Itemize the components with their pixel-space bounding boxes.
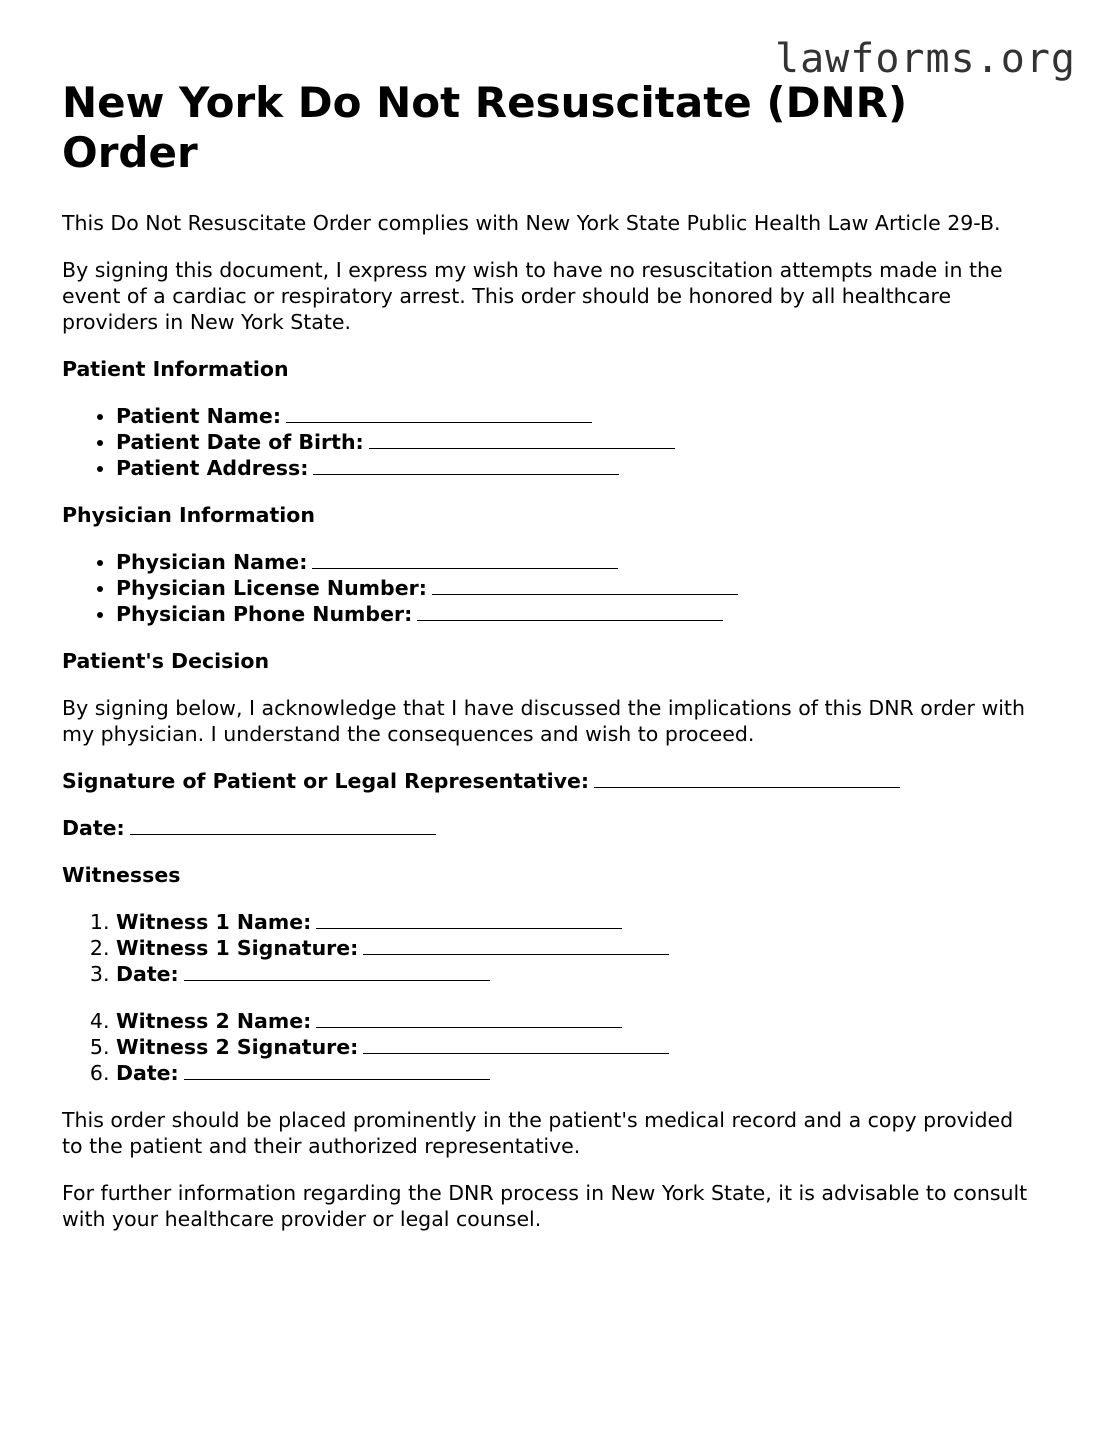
physician-license-blank[interactable] (432, 575, 738, 595)
closing-paragraph-2: For further information regarding the DNR process in New York State, it is advisable to consult with your healthcare provider or legal counsel. (62, 1181, 1028, 1231)
witness-2-list (62, 1008, 1037, 1086)
witness-2-date-blank[interactable] (184, 1060, 490, 1080)
closing-paragraph-1: This order should be placed prominently in the patient's medical record and a copy provided to the patient and their authorized representative. (62, 1108, 1014, 1158)
date-blank[interactable] (130, 815, 436, 835)
list-item (116, 935, 1037, 961)
witness-1-signature-blank[interactable] (363, 935, 669, 955)
witness-2-name-blank[interactable] (316, 1008, 622, 1028)
witness-1-signature-label: Witness 1 Signature: (116, 936, 359, 960)
decision-paragraph: By signing below, I acknowledge that I have discussed the implications of this DNR order with my physician. I understand the consequences and wish to proceed. (62, 696, 1025, 746)
date-row (62, 815, 1037, 841)
list-item (116, 1034, 1037, 1060)
witness-1-name-blank[interactable] (316, 909, 622, 929)
list-item (116, 909, 1037, 935)
intro-paragraph: This Do Not Resuscitate Order complies with New York State Public Health Law Article 29-B. (62, 211, 1001, 235)
list-item (116, 575, 1037, 601)
physician-info-list (62, 549, 1037, 627)
witness-2-signature-blank[interactable] (363, 1034, 669, 1054)
witness-1-date-blank[interactable] (184, 961, 490, 981)
patient-name-blank[interactable] (286, 403, 592, 423)
document-body (62, 78, 1037, 1253)
date-label: Date: (62, 816, 125, 840)
witness-1-date-label: Date: (116, 962, 179, 986)
witness-1-list (62, 909, 1037, 987)
physician-info-heading: Physician Information (62, 503, 315, 527)
witness-2-date-label: Date: (116, 1061, 179, 1085)
physician-name-blank[interactable] (312, 549, 618, 569)
witnesses-heading: Witnesses (62, 863, 181, 887)
physician-name-label: Physician Name: (116, 550, 308, 574)
list-item (116, 429, 1037, 455)
watermark: lawforms.org (775, 36, 1076, 82)
page-title: New York Do Not Resuscitate (DNR) Order (62, 78, 908, 177)
signature-label: Signature of Patient or Legal Representative: (62, 769, 590, 793)
witness-1-name-label: Witness 1 Name: (116, 910, 312, 934)
patient-dob-blank[interactable] (369, 429, 675, 449)
physician-phone-blank[interactable] (417, 601, 723, 621)
patient-address-label: Patient Address: (116, 456, 309, 480)
patient-info-heading: Patient Information (62, 357, 289, 381)
list-item (116, 1060, 1037, 1086)
list-item (116, 403, 1037, 429)
patient-name-label: Patient Name: (116, 404, 282, 428)
patient-info-list (62, 403, 1037, 481)
physician-license-label: Physician License Number: (116, 576, 427, 600)
list-item (116, 601, 1037, 627)
decision-heading: Patient's Decision (62, 649, 270, 673)
witness-2-name-label: Witness 2 Name: (116, 1009, 312, 1033)
statement-paragraph: By signing this document, I express my wish to have no resuscitation attempts made in the event of a cardiac or respiratory arrest. This order should be honored by all healthcare providers in New York State. (62, 258, 1003, 334)
patient-dob-label: Patient Date of Birth: (116, 430, 364, 454)
witness-2-signature-label: Witness 2 Signature: (116, 1035, 359, 1059)
list-item (116, 961, 1037, 987)
list-item (116, 1008, 1037, 1034)
list-item (116, 549, 1037, 575)
physician-phone-label: Physician Phone Number: (116, 602, 413, 626)
list-item (116, 455, 1037, 481)
signature-blank[interactable] (594, 768, 900, 788)
signature-row (62, 768, 1037, 794)
patient-address-blank[interactable] (313, 455, 619, 475)
